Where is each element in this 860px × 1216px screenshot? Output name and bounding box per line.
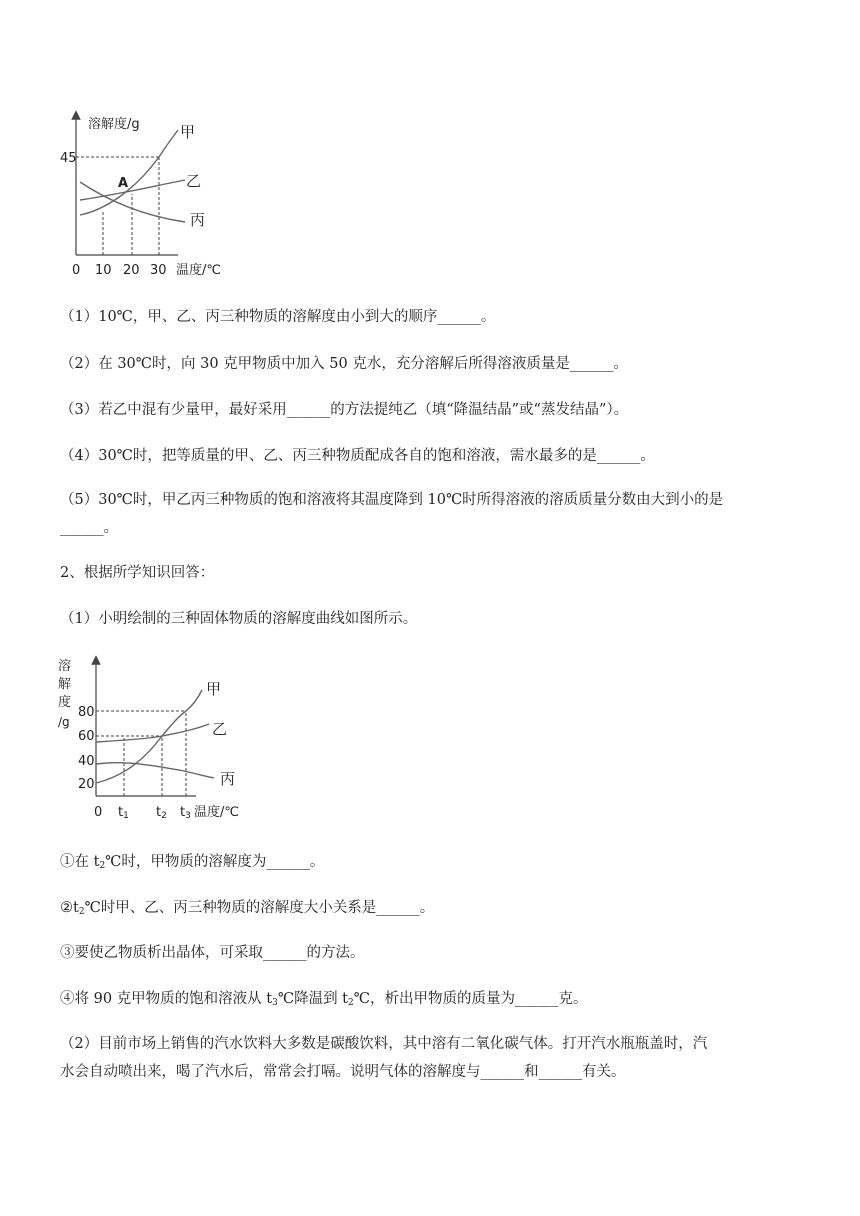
q2-heading: 2、根据所学知识回答：: [60, 565, 215, 581]
q2-sub-3: ③要使乙物质析出晶体，可采取______的方法。: [60, 945, 365, 961]
legend-bing: 丙: [190, 211, 206, 229]
y-tick-45: 45: [60, 151, 77, 166]
q1-item-5-blank: ______。: [60, 520, 118, 536]
x-tick-20: 20: [123, 263, 140, 278]
q2-sub-2: $②t_2℃$时甲、乙、丙三种物质的溶解度大小关系是______。: [60, 900, 435, 917]
y-label-char-3: 度: [58, 695, 72, 710]
curve-jia: [80, 130, 178, 215]
x-tick-0: 0: [94, 805, 103, 820]
x-tick-10: 10: [95, 263, 112, 278]
x-tick-0: 0: [72, 263, 81, 278]
curve-yi: [96, 724, 209, 742]
x-axis-label: 温度/℃: [194, 805, 239, 820]
q2-sub-1: ①在 $t_2℃$时，甲物质的溶解度为______。: [60, 854, 325, 871]
legend-yi: 乙: [186, 172, 202, 190]
solubility-chart-2: [54, 652, 294, 822]
q1-item-3: （3）若乙中混有少量甲，最好采用______的方法提纯乙（填“降温结晶”或“蒸发结晶”）。: [60, 402, 629, 418]
x-tick-t1: t1: [118, 805, 129, 821]
legend-bing: 丙: [220, 770, 236, 788]
legend-jia: 甲: [206, 680, 222, 698]
legend-yi: 乙: [212, 720, 228, 738]
y-label-char-4: /g: [58, 715, 70, 729]
x-tick-t3: t3: [180, 805, 191, 821]
q1-item-5: （5）30℃时，甲乙丙三种物质的饱和溶液将其温度降到 10℃时所得溶液的溶质质量分数由大到小的是: [60, 492, 724, 508]
q1-item-4: （4）30℃时，把等质量的甲、乙、丙三种物质配成各自的饱和溶液，需水最多的是______。: [60, 448, 655, 464]
x-tick-t2: t2: [156, 805, 167, 821]
q1-item-2: （2）在 30℃时，向 30 克甲物质中加入 50 克水，充分溶解后所得溶液质量是______。: [60, 356, 628, 372]
x-tick-30: 30: [150, 263, 167, 278]
curve-bing: [96, 763, 214, 778]
legend-jia: 甲: [180, 123, 196, 141]
y-tick-40: 40: [78, 754, 95, 769]
solubility-chart-1: [60, 110, 300, 280]
q2-part2-line2: 水会自动喷出来，喝了汽水后，常常会打嗝。说明气体的溶解度与______和______有关。: [60, 1064, 626, 1080]
y-tick-80: 80: [78, 705, 95, 720]
x-axis-label: 温度/℃: [176, 263, 221, 278]
y-tick-20: 20: [78, 777, 95, 792]
y-axis-label: 溶解度/g: [88, 117, 140, 132]
q1-item-1: （1）10℃，甲、乙、丙三种物质的溶解度由小到大的顺序______。: [60, 309, 496, 325]
q2-part2-line1: （2）目前市场上销售的汽水饮料大多数是碳酸饮料，其中溶有二氧化碳气体。打开汽水瓶瓶盖时，汽: [60, 1036, 708, 1052]
y-tick-60: 60: [78, 729, 95, 744]
y-label-char-1: 溶: [58, 659, 72, 674]
q2-sub-4: ④将 90 克甲物质的饱和溶液从 $t_3℃$降温到 $t_2℃$，析出甲物质的质量为______克。: [60, 991, 588, 1008]
q2-intro: （1）小明绘制的三种固体物质的溶解度曲线如图所示。: [60, 611, 418, 627]
point-a-label: A: [118, 176, 129, 191]
y-label-char-2: 解: [58, 677, 72, 692]
